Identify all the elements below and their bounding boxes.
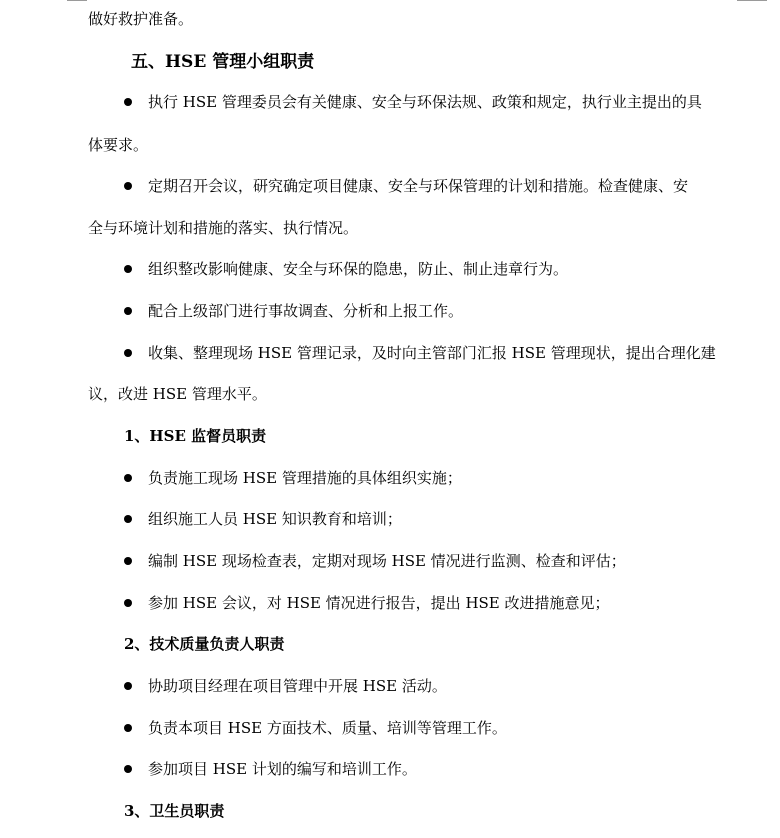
bullet-icon [124, 349, 132, 357]
bullet-text: 组织整改影响健康、安全与环保的隐患，防止、制止违章行为。 [148, 260, 569, 278]
bullet-item [124, 174, 780, 198]
text-line: 议，改进 HSE 管理水平。 [88, 385, 267, 403]
page-corner-mark-left [67, 0, 87, 1]
bullet-item [124, 299, 780, 323]
page-corner-mark-right [737, 0, 767, 1]
bullet-item [124, 674, 780, 698]
bullet-icon [124, 682, 132, 690]
bullet-icon [124, 765, 132, 773]
bullet-text: 负责本项目 HSE 方面技术、质量、培训等管理工作。 [148, 719, 507, 737]
bullet-icon [124, 515, 132, 523]
bullet-item [124, 591, 780, 615]
bullet-text: 执行 HSE 管理委员会有关健康、安全与环保法规、政策和规定，执行业主提出的具 [148, 93, 702, 111]
bullet-item [124, 90, 780, 114]
bullet-icon [124, 98, 132, 106]
bullet-icon [124, 265, 132, 273]
bullet-icon [124, 557, 132, 565]
section-heading: 五、HSE 管理小组职责 [131, 52, 315, 72]
bullet-text: 组织施工人员 HSE 知识教育和培训； [148, 510, 402, 528]
bullet-text: 收集、整理现场 HSE 管理记录，及时向主管部门汇报 HSE 管理现状，提出合理化建 [148, 344, 716, 362]
subsection-heading: 2、技术质量负责人职责 [124, 635, 285, 653]
subsection-heading: 1、HSE 监督员职责 [124, 427, 267, 445]
bullet-item [124, 466, 780, 490]
bullet-icon [124, 724, 132, 732]
bullet-text: 编制 HSE 现场检查表，定期对现场 HSE 情况进行监测、检查和评估； [148, 552, 626, 570]
bullet-icon [124, 307, 132, 315]
bullet-item [124, 716, 780, 740]
text-line: 做好救护准备。 [88, 10, 194, 28]
bullet-icon [124, 599, 132, 607]
bullet-item [124, 549, 780, 573]
bullet-text: 参加项目 HSE 计划的编写和培训工作。 [148, 760, 417, 778]
bullet-item [124, 507, 780, 531]
bullet-text: 负责施工现场 HSE 管理措施的具体组织实施； [148, 469, 462, 487]
bullet-text: 参加 HSE 会议，对 HSE 情况进行报告，提出 HSE 改进措施意见； [148, 594, 610, 612]
bullet-item [124, 257, 780, 281]
bullet-item [124, 757, 780, 781]
subsection-heading: 3、卫生员职责 [124, 802, 225, 820]
bullet-icon [124, 182, 132, 190]
bullet-icon [124, 474, 132, 482]
bullet-text: 协助项目经理在项目管理中开展 HSE 活动。 [148, 677, 447, 695]
text-line: 体要求。 [88, 136, 149, 154]
text-line: 全与环境计划和措施的落实、执行情况。 [88, 219, 359, 237]
bullet-text: 配合上级部门进行事故调查、分析和上报工作。 [148, 302, 464, 320]
bullet-item [124, 341, 780, 365]
bullet-text: 定期召开会议，研究确定项目健康、安全与环保管理的计划和措施。检查健康、安 [148, 177, 689, 195]
